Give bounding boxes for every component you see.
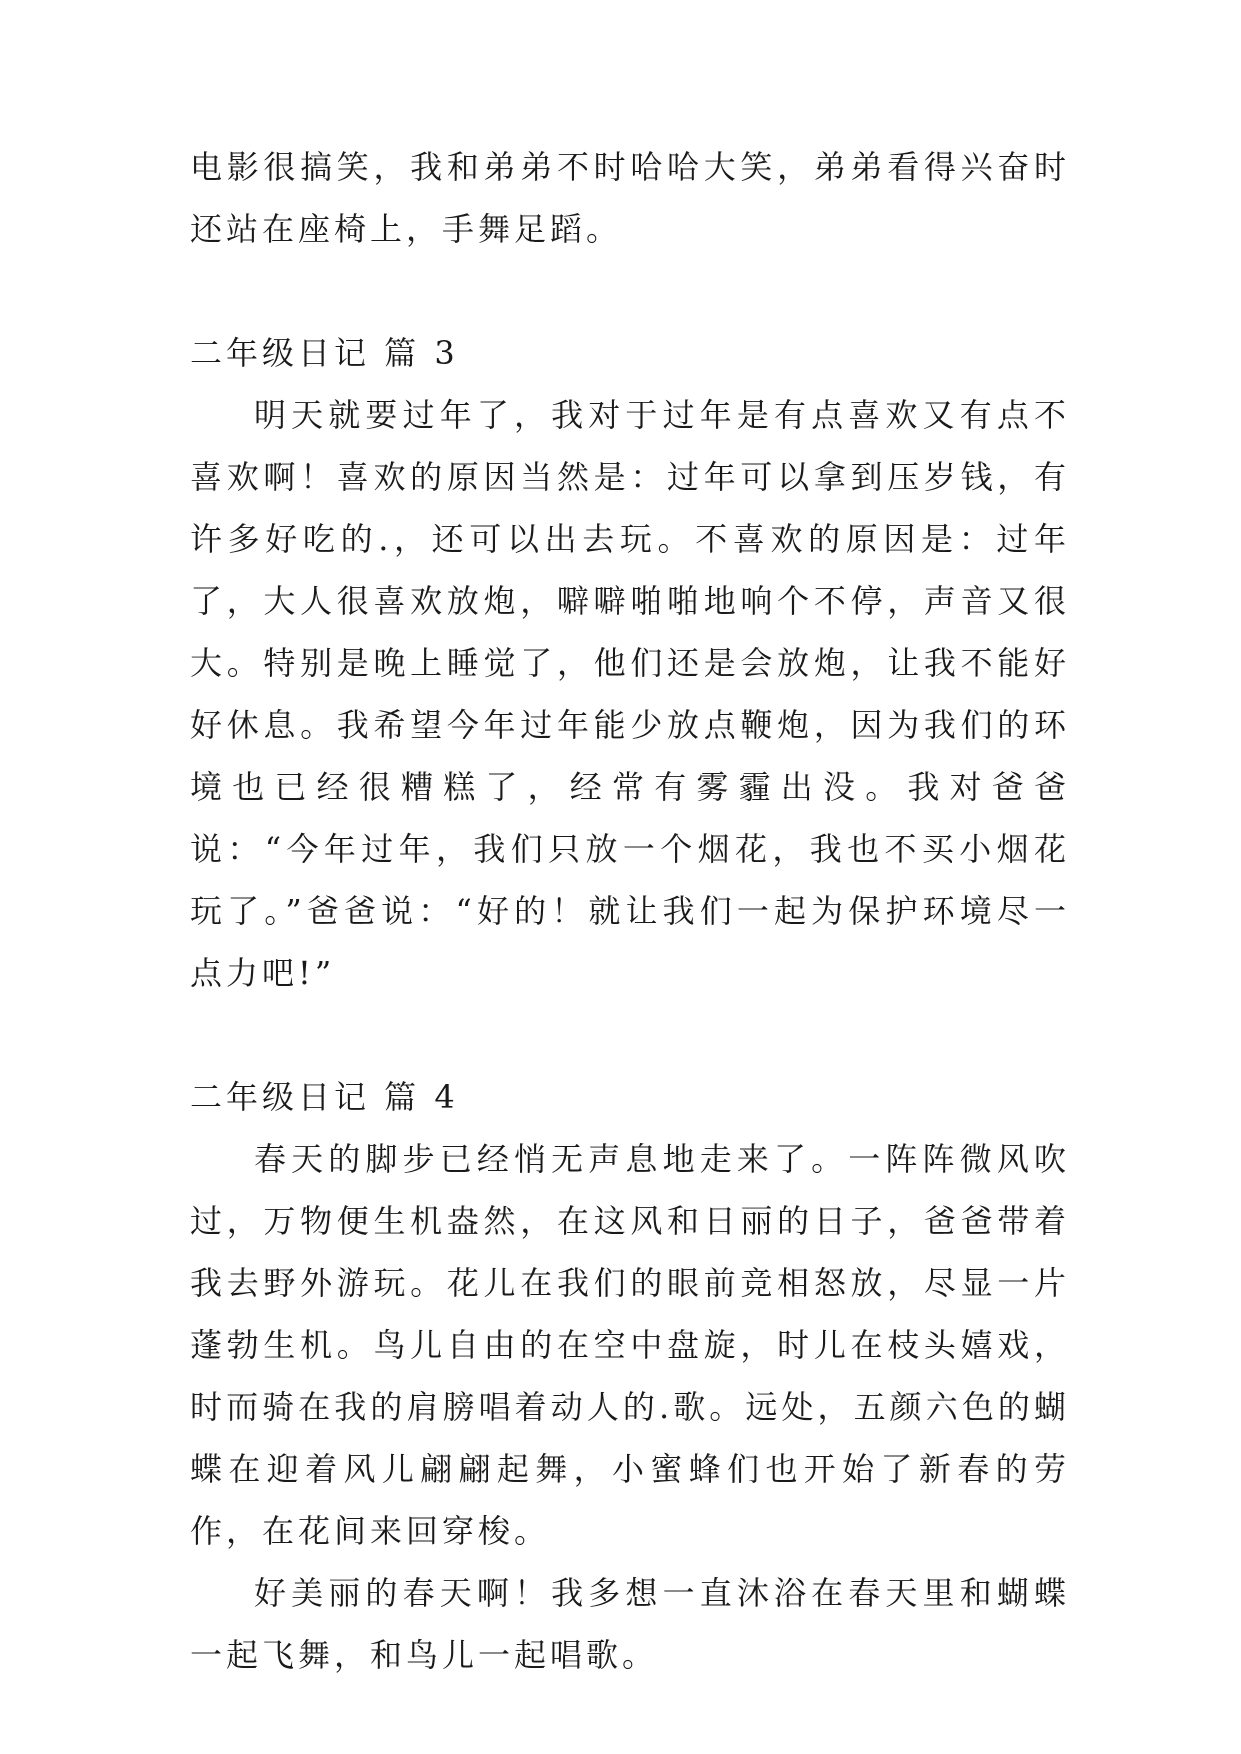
section-heading-3: 二年级日记 篇 3 <box>190 334 459 372</box>
paragraph-entry-3: 明天就要过年了，我对于过年是有点喜欢又有点不喜欢啊！喜欢的原因当然是：过年可以拿到压岁钱，有许多好吃的.，还可以出去玩。不喜欢的原因是：过年了，大人很喜欢放炮，噼噼啪啪地响个不停，声音又很大。特别是晚上睡觉了，他们还是会放炮，让我不能好好休息。我希望今年过年能少放点鞭炮，因为我们的环境也已经很糟糕了，经常有雾霾出没。我对爸爸说：“今年过年，我们只放一个烟花，我也不买小烟花玩了。”爸爸说：“好的！就让我们一起为保护环境尽一点力吧!” <box>190 396 1070 992</box>
paragraph-entry-4-part-1: 春天的脚步已经悄无声息地走来了。一阵阵微风吹过，万物便生机盎然，在这风和日丽的日子，爸爸带着我去野外游玩。花儿在我们的眼前竞相怒放，尽显一片蓬勃生机。鸟儿自由的在空中盘旋，时儿在枝头嬉戏，时而骑在我的肩膀唱着动人的.歌。远处，五颜六色的蝴蝶在迎着风儿翩翩起舞，小蜜蜂们也开始了新春的劳作，在花间来回穿梭。 <box>190 1140 1070 1550</box>
document-page <box>190 136 1070 1686</box>
section-heading-4: 二年级日记 篇 4 <box>190 1078 459 1116</box>
paragraph-entry-4-part-2: 好美丽的春天啊！我多想一直沐浴在春天里和蝴蝶一起飞舞，和鸟儿一起唱歌。 <box>190 1574 1070 1674</box>
paragraph-continuation: 电影很搞笑，我和弟弟不时哈哈大笑，弟弟看得兴奋时还站在座椅上，手舞足蹈。 <box>190 148 1070 248</box>
